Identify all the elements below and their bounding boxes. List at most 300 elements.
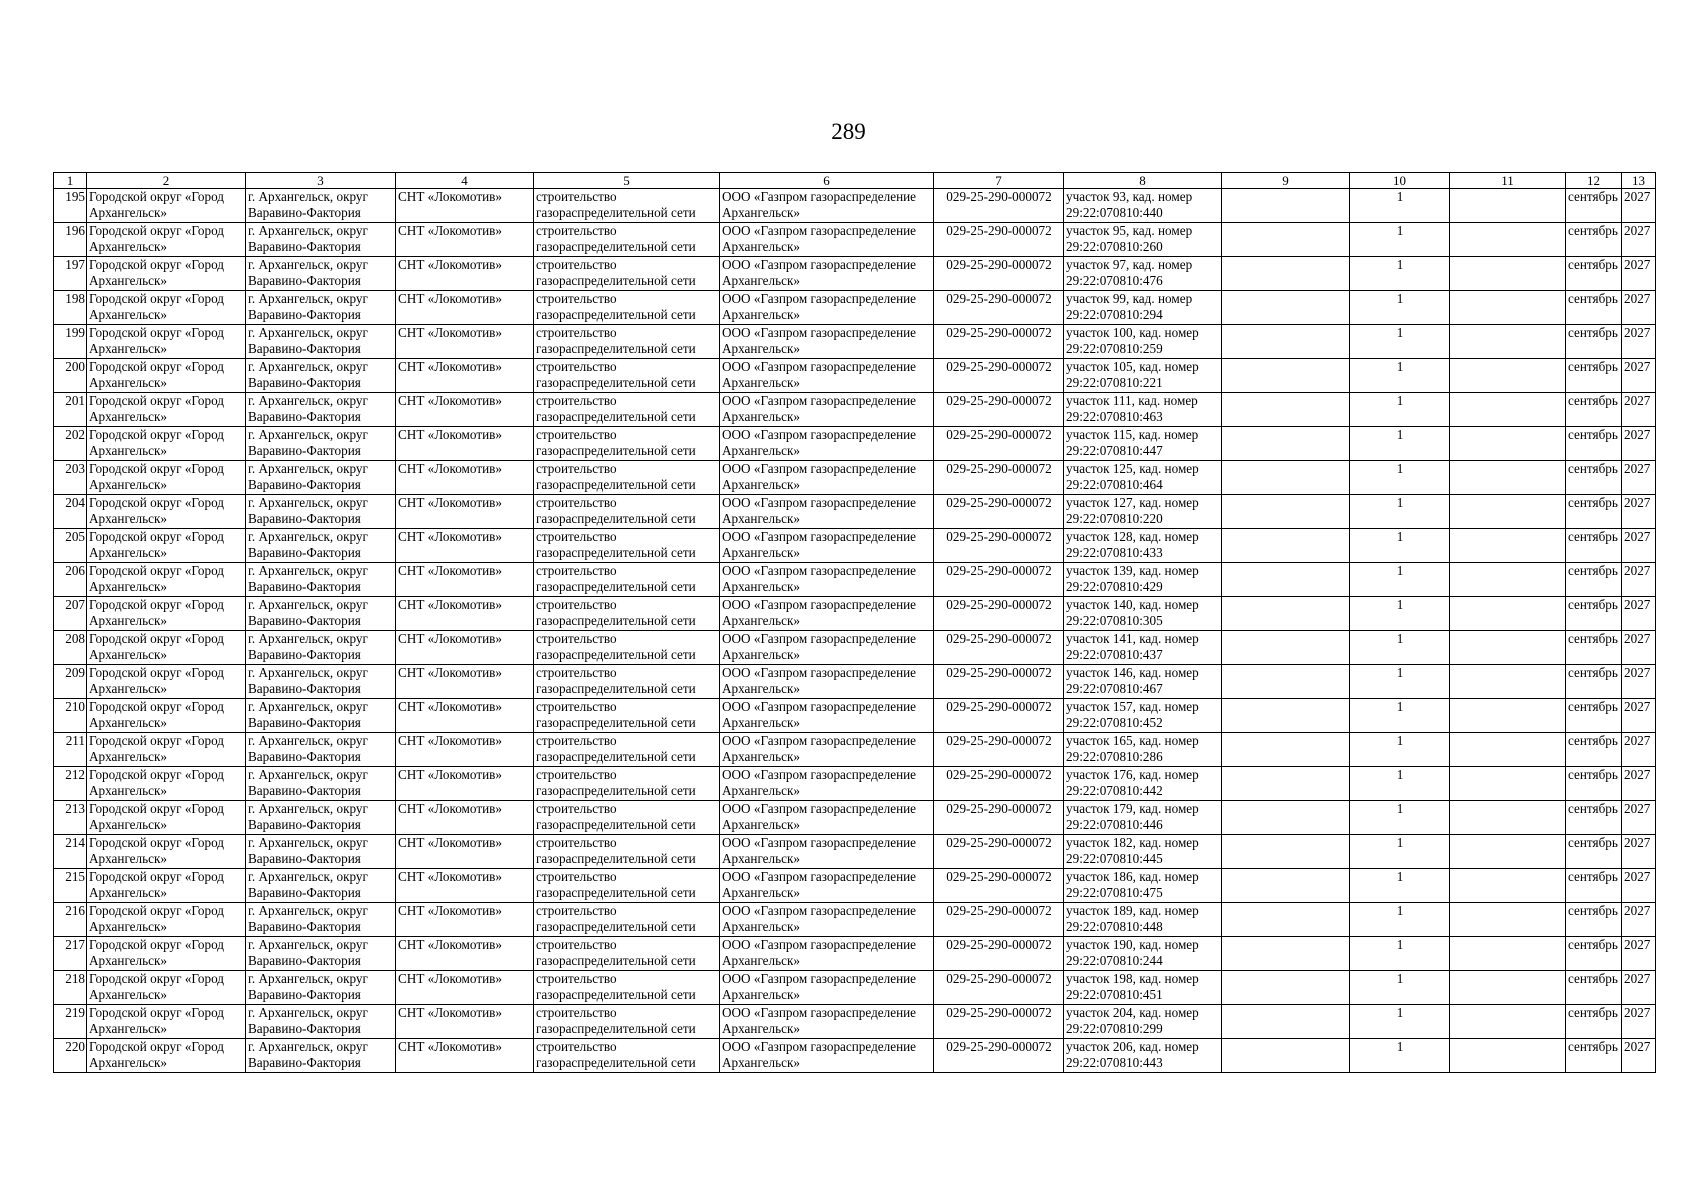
code-cell-text: 029-25-290-000072 xyxy=(946,529,1052,544)
locality-cell-text: Варавино-Фактория xyxy=(248,681,361,696)
year-cell-text: 2027 xyxy=(1624,903,1651,918)
month-cell xyxy=(1566,1039,1622,1073)
column-11-cell xyxy=(1450,461,1566,495)
municipality-cell-text: Архангельск» xyxy=(89,919,167,934)
row-number-cell xyxy=(54,189,87,223)
year-cell xyxy=(1622,359,1656,393)
locality-cell xyxy=(246,223,396,257)
purpose-cell-text: газораспределительной сети xyxy=(536,817,696,832)
locality-cell-text: г. Архангельск, округ xyxy=(248,1039,368,1054)
row-number-cell-text: 212 xyxy=(65,767,85,782)
month-cell-text: сентябрь xyxy=(1568,801,1618,816)
plot-cell xyxy=(1064,223,1222,257)
purpose-cell-text: строительство xyxy=(536,495,617,510)
column-number-header: 6 xyxy=(720,173,934,189)
plot-cell-text: 29:22:070810:452 xyxy=(1066,715,1163,730)
organization-cell xyxy=(720,767,934,801)
plot-cell xyxy=(1064,291,1222,325)
code-cell xyxy=(934,665,1064,699)
column-10-cell-text: 1 xyxy=(1396,529,1404,544)
column-11-cell xyxy=(1450,971,1566,1005)
organization-cell-text: Архангельск» xyxy=(722,443,800,458)
plot-cell-text: 29:22:070810:447 xyxy=(1066,443,1163,458)
year-cell-text: 2027 xyxy=(1624,189,1651,204)
municipality-cell xyxy=(87,427,246,461)
month-cell xyxy=(1566,495,1622,529)
municipality-cell-text: Архангельск» xyxy=(89,341,167,356)
municipality-cell-text: Городской округ «Город xyxy=(89,359,225,374)
column-10-cell xyxy=(1350,665,1450,699)
column-10-cell xyxy=(1350,291,1450,325)
organization-cell xyxy=(720,1039,934,1073)
column-11-cell xyxy=(1450,631,1566,665)
column-11-cell xyxy=(1450,393,1566,427)
organization-cell xyxy=(720,597,934,631)
municipality-cell-text: Архангельск» xyxy=(89,579,167,594)
locality-cell-text: Варавино-Фактория xyxy=(248,817,361,832)
plot-cell-text: участок 105, кад. номер xyxy=(1066,359,1199,374)
code-cell xyxy=(934,801,1064,835)
row-number-cell-text: 214 xyxy=(65,835,85,850)
settlement-cell xyxy=(396,529,534,563)
month-cell-text: сентябрь xyxy=(1568,869,1618,884)
municipality-cell xyxy=(87,699,246,733)
row-number-cell xyxy=(54,597,87,631)
plot-cell xyxy=(1064,325,1222,359)
municipality-cell-text: Городской округ «Город xyxy=(89,461,225,476)
plot-cell-text: 29:22:070810:220 xyxy=(1066,511,1163,526)
year-cell xyxy=(1622,495,1656,529)
locality-cell-text: г. Архангельск, округ xyxy=(248,359,368,374)
municipality-cell xyxy=(87,563,246,597)
code-cell xyxy=(934,733,1064,767)
locality-cell-text: г. Архангельск, округ xyxy=(248,937,368,952)
column-10-cell xyxy=(1350,835,1450,869)
year-cell-text: 2027 xyxy=(1624,1039,1651,1054)
municipality-cell-text: Городской округ «Город xyxy=(89,971,225,986)
month-cell-text: сентябрь xyxy=(1568,291,1618,306)
settlement-cell-text: СНТ «Локомотив» xyxy=(398,461,502,476)
locality-cell-text: г. Архангельск, округ xyxy=(248,767,368,782)
year-cell xyxy=(1622,631,1656,665)
column-10-cell xyxy=(1350,937,1450,971)
settlement-cell-text: СНТ «Локомотив» xyxy=(398,733,502,748)
code-cell xyxy=(934,495,1064,529)
organization-cell-text: Архангельск» xyxy=(722,851,800,866)
plot-cell xyxy=(1064,461,1222,495)
purpose-cell-text: строительство xyxy=(536,189,617,204)
locality-cell-text: г. Архангельск, округ xyxy=(248,665,368,680)
row-number-cell xyxy=(54,563,87,597)
month-cell-text: сентябрь xyxy=(1568,325,1618,340)
organization-cell-text: Архангельск» xyxy=(722,341,800,356)
purpose-cell-text: строительство xyxy=(536,563,617,578)
year-cell xyxy=(1622,393,1656,427)
locality-cell xyxy=(246,733,396,767)
month-cell xyxy=(1566,1005,1622,1039)
settlement-cell-text: СНТ «Локомотив» xyxy=(398,1005,502,1020)
purpose-cell xyxy=(534,461,720,495)
purpose-cell-text: строительство xyxy=(536,665,617,680)
month-cell-text: сентябрь xyxy=(1568,495,1618,510)
table-row xyxy=(54,223,1656,257)
locality-cell xyxy=(246,461,396,495)
purpose-cell-text: газораспределительной сети xyxy=(536,613,696,628)
locality-cell xyxy=(246,665,396,699)
municipality-cell-text: Архангельск» xyxy=(89,885,167,900)
row-number-cell xyxy=(54,631,87,665)
settlement-cell xyxy=(396,937,534,971)
code-cell xyxy=(934,325,1064,359)
row-number-cell xyxy=(54,767,87,801)
locality-cell-text: Варавино-Фактория xyxy=(248,409,361,424)
code-cell xyxy=(934,835,1064,869)
code-cell-text: 029-25-290-000072 xyxy=(946,767,1052,782)
code-cell-text: 029-25-290-000072 xyxy=(946,427,1052,442)
plot-cell-text: 29:22:070810:429 xyxy=(1066,579,1163,594)
municipality-cell xyxy=(87,223,246,257)
plot-cell-text: участок 176, кад. номер xyxy=(1066,767,1199,782)
municipality-cell-text: Архангельск» xyxy=(89,817,167,832)
column-10-cell xyxy=(1350,903,1450,937)
municipality-cell xyxy=(87,903,246,937)
municipality-cell-text: Архангельск» xyxy=(89,511,167,526)
purpose-cell xyxy=(534,971,720,1005)
organization-cell-text: Архангельск» xyxy=(722,409,800,424)
organization-cell-text: ООО «Газпром газораспределение xyxy=(722,1005,917,1020)
plot-cell-text: участок 186, кад. номер xyxy=(1066,869,1199,884)
row-number-cell-text: 197 xyxy=(65,257,85,272)
settlement-cell xyxy=(396,699,534,733)
settlement-cell xyxy=(396,835,534,869)
settlement-cell xyxy=(396,359,534,393)
row-number-cell xyxy=(54,291,87,325)
purpose-cell-text: строительство xyxy=(536,393,617,408)
plot-cell-text: участок 190, кад. номер xyxy=(1066,937,1199,952)
settlement-cell xyxy=(396,257,534,291)
plot-cell xyxy=(1064,393,1222,427)
month-cell xyxy=(1566,427,1622,461)
plot-cell-text: 29:22:070810:463 xyxy=(1066,409,1163,424)
settlement-cell-text: СНТ «Локомотив» xyxy=(398,1039,502,1054)
organization-cell xyxy=(720,631,934,665)
organization-cell xyxy=(720,563,934,597)
municipality-cell-text: Городской округ «Город xyxy=(89,495,225,510)
locality-cell-text: г. Архангельск, округ xyxy=(248,597,368,612)
organization-cell xyxy=(720,427,934,461)
municipality-cell-text: Архангельск» xyxy=(89,375,167,390)
municipality-cell-text: Городской округ «Город xyxy=(89,597,225,612)
purpose-cell xyxy=(534,1005,720,1039)
municipality-cell xyxy=(87,597,246,631)
row-number-cell xyxy=(54,903,87,937)
settlement-cell-text: СНТ «Локомотив» xyxy=(398,665,502,680)
settlement-cell xyxy=(396,971,534,1005)
organization-cell-text: ООО «Газпром газораспределение xyxy=(722,903,917,918)
row-number-cell xyxy=(54,257,87,291)
settlement-cell xyxy=(396,801,534,835)
row-number-cell-text: 220 xyxy=(65,1039,85,1054)
organization-cell-text: ООО «Газпром газораспределение xyxy=(722,733,917,748)
table-row xyxy=(54,835,1656,869)
column-11-cell xyxy=(1450,801,1566,835)
column-10-cell xyxy=(1350,325,1450,359)
column-9-cell xyxy=(1222,665,1350,699)
municipality-cell-text: Архангельск» xyxy=(89,613,167,628)
organization-cell-text: Архангельск» xyxy=(722,205,800,220)
month-cell xyxy=(1566,801,1622,835)
month-cell-text: сентябрь xyxy=(1568,631,1618,646)
plot-cell xyxy=(1064,529,1222,563)
organization-cell-text: ООО «Газпром газораспределение xyxy=(722,631,917,646)
code-cell xyxy=(934,1005,1064,1039)
locality-cell xyxy=(246,529,396,563)
purpose-cell-text: газораспределительной сети xyxy=(536,987,696,1002)
organization-cell-text: ООО «Газпром газораспределение xyxy=(722,699,917,714)
code-cell-text: 029-25-290-000072 xyxy=(946,1005,1052,1020)
settlement-cell-text: СНТ «Локомотив» xyxy=(398,801,502,816)
column-9-cell xyxy=(1222,529,1350,563)
month-cell-text: сентябрь xyxy=(1568,1005,1618,1020)
table-row xyxy=(54,1005,1656,1039)
locality-cell xyxy=(246,393,396,427)
organization-cell-text: ООО «Газпром газораспределение xyxy=(722,461,917,476)
column-9-cell xyxy=(1222,971,1350,1005)
locality-cell-text: Варавино-Фактория xyxy=(248,885,361,900)
column-number-header: 5 xyxy=(534,173,720,189)
year-cell-text: 2027 xyxy=(1624,597,1651,612)
table-row xyxy=(54,631,1656,665)
row-number-cell-text: 208 xyxy=(65,631,85,646)
code-cell-text: 029-25-290-000072 xyxy=(946,631,1052,646)
year-cell-text: 2027 xyxy=(1624,665,1651,680)
organization-cell xyxy=(720,869,934,903)
locality-cell-text: г. Архангельск, округ xyxy=(248,257,368,272)
settlement-cell xyxy=(396,665,534,699)
row-number-cell-text: 217 xyxy=(65,937,85,952)
column-11-cell xyxy=(1450,937,1566,971)
purpose-cell xyxy=(534,291,720,325)
code-cell xyxy=(934,971,1064,1005)
locality-cell xyxy=(246,937,396,971)
column-9-cell xyxy=(1222,325,1350,359)
year-cell-text: 2027 xyxy=(1624,869,1651,884)
locality-cell xyxy=(246,971,396,1005)
code-cell xyxy=(934,597,1064,631)
row-number-cell-text: 203 xyxy=(65,461,85,476)
row-number-cell-text: 216 xyxy=(65,903,85,918)
organization-cell-text: Архангельск» xyxy=(722,987,800,1002)
month-cell-text: сентябрь xyxy=(1568,835,1618,850)
locality-cell xyxy=(246,495,396,529)
column-11-cell xyxy=(1450,835,1566,869)
settlement-cell-text: СНТ «Локомотив» xyxy=(398,597,502,612)
table-row xyxy=(54,563,1656,597)
purpose-cell xyxy=(534,1039,720,1073)
column-9-cell xyxy=(1222,359,1350,393)
locality-cell-text: Варавино-Фактория xyxy=(248,545,361,560)
purpose-cell-text: строительство xyxy=(536,869,617,884)
purpose-cell-text: газораспределительной сети xyxy=(536,919,696,934)
organization-cell-text: Архангельск» xyxy=(722,239,800,254)
table-row xyxy=(54,359,1656,393)
column-10-cell-text: 1 xyxy=(1396,291,1404,306)
code-cell-text: 029-25-290-000072 xyxy=(946,665,1052,680)
plot-cell-text: участок 127, кад. номер xyxy=(1066,495,1199,510)
plot-cell xyxy=(1064,801,1222,835)
column-9-cell xyxy=(1222,631,1350,665)
organization-cell xyxy=(720,903,934,937)
column-10-cell-text: 1 xyxy=(1396,325,1404,340)
purpose-cell-text: газораспределительной сети xyxy=(536,953,696,968)
plot-cell-text: участок 204, кад. номер xyxy=(1066,1005,1199,1020)
column-9-cell xyxy=(1222,1039,1350,1073)
column-9-cell xyxy=(1222,733,1350,767)
column-10-cell-text: 1 xyxy=(1396,733,1404,748)
month-cell xyxy=(1566,291,1622,325)
locality-cell-text: г. Архангельск, округ xyxy=(248,223,368,238)
organization-cell-text: ООО «Газпром газораспределение xyxy=(722,427,917,442)
month-cell-text: сентябрь xyxy=(1568,1039,1618,1054)
organization-cell-text: Архангельск» xyxy=(722,273,800,288)
locality-cell-text: Варавино-Фактория xyxy=(248,851,361,866)
year-cell xyxy=(1622,257,1656,291)
code-cell-text: 029-25-290-000072 xyxy=(946,223,1052,238)
organization-cell-text: Архангельск» xyxy=(722,307,800,322)
row-number-cell-text: 213 xyxy=(65,801,85,816)
column-10-cell-text: 1 xyxy=(1396,393,1404,408)
organization-cell-text: ООО «Газпром газораспределение xyxy=(722,393,917,408)
plot-cell-text: 29:22:070810:446 xyxy=(1066,817,1163,832)
organization-cell-text: Архангельск» xyxy=(722,953,800,968)
organization-cell-text: ООО «Газпром газораспределение xyxy=(722,325,917,340)
organization-cell xyxy=(720,699,934,733)
column-11-cell xyxy=(1450,903,1566,937)
table-row xyxy=(54,529,1656,563)
purpose-cell xyxy=(534,495,720,529)
locality-cell-text: Варавино-Фактория xyxy=(248,783,361,798)
purpose-cell-text: строительство xyxy=(536,801,617,816)
column-9-cell xyxy=(1222,699,1350,733)
month-cell-text: сентябрь xyxy=(1568,189,1618,204)
plot-cell xyxy=(1064,1039,1222,1073)
municipality-cell xyxy=(87,529,246,563)
column-10-cell xyxy=(1350,631,1450,665)
purpose-cell xyxy=(534,597,720,631)
column-9-cell xyxy=(1222,835,1350,869)
column-number-header: 11 xyxy=(1450,173,1566,189)
purpose-cell-text: строительство xyxy=(536,971,617,986)
column-9-cell xyxy=(1222,393,1350,427)
municipality-cell xyxy=(87,1005,246,1039)
organization-cell-text: Архангельск» xyxy=(722,511,800,526)
settlement-cell xyxy=(396,563,534,597)
column-11-cell xyxy=(1450,495,1566,529)
table-row xyxy=(54,801,1656,835)
purpose-cell-text: строительство xyxy=(536,767,617,782)
column-11-cell xyxy=(1450,359,1566,393)
organization-cell xyxy=(720,461,934,495)
plot-cell-text: 29:22:070810:294 xyxy=(1066,307,1163,322)
locality-cell-text: Варавино-Фактория xyxy=(248,715,361,730)
row-number-cell-text: 215 xyxy=(65,869,85,884)
purpose-cell xyxy=(534,257,720,291)
table-row xyxy=(54,869,1656,903)
organization-cell-text: Архангельск» xyxy=(722,579,800,594)
locality-cell-text: г. Архангельск, округ xyxy=(248,631,368,646)
locality-cell xyxy=(246,699,396,733)
plot-cell xyxy=(1064,835,1222,869)
year-cell xyxy=(1622,427,1656,461)
year-cell-text: 2027 xyxy=(1624,495,1651,510)
code-cell xyxy=(934,903,1064,937)
code-cell xyxy=(934,393,1064,427)
table-row xyxy=(54,733,1656,767)
locality-cell-text: Варавино-Фактория xyxy=(248,749,361,764)
municipality-cell-text: Городской округ «Город xyxy=(89,223,225,238)
year-cell xyxy=(1622,665,1656,699)
table-row xyxy=(54,189,1656,223)
purpose-cell-text: строительство xyxy=(536,529,617,544)
settlement-cell-text: СНТ «Локомотив» xyxy=(398,563,502,578)
organization-cell-text: Архангельск» xyxy=(722,919,800,934)
purpose-cell-text: строительство xyxy=(536,223,617,238)
settlement-cell-text: СНТ «Локомотив» xyxy=(398,971,502,986)
column-10-cell-text: 1 xyxy=(1396,665,1404,680)
code-cell xyxy=(934,359,1064,393)
month-cell xyxy=(1566,631,1622,665)
settlement-cell xyxy=(396,733,534,767)
column-9-cell xyxy=(1222,257,1350,291)
table-row xyxy=(54,325,1656,359)
municipality-cell-text: Архангельск» xyxy=(89,953,167,968)
purpose-cell-text: газораспределительной сети xyxy=(536,1055,696,1070)
row-number-cell xyxy=(54,325,87,359)
year-cell xyxy=(1622,189,1656,223)
plot-cell-text: участок 189, кад. номер xyxy=(1066,903,1199,918)
municipality-cell xyxy=(87,291,246,325)
organization-cell xyxy=(720,733,934,767)
month-cell xyxy=(1566,665,1622,699)
settlement-cell-text: СНТ «Локомотив» xyxy=(398,359,502,374)
settlement-cell xyxy=(396,495,534,529)
locality-cell-text: Варавино-Фактория xyxy=(248,1021,361,1036)
column-10-cell-text: 1 xyxy=(1396,495,1404,510)
row-number-cell xyxy=(54,835,87,869)
column-10-cell xyxy=(1350,1005,1450,1039)
purpose-cell xyxy=(534,223,720,257)
locality-cell-text: Варавино-Фактория xyxy=(248,511,361,526)
purpose-cell-text: строительство xyxy=(536,1039,617,1054)
year-cell xyxy=(1622,699,1656,733)
purpose-cell xyxy=(534,393,720,427)
code-cell xyxy=(934,461,1064,495)
purpose-cell xyxy=(534,665,720,699)
organization-cell-text: Архангельск» xyxy=(722,613,800,628)
settlement-cell xyxy=(396,597,534,631)
plot-cell xyxy=(1064,903,1222,937)
table-row xyxy=(54,937,1656,971)
locality-cell-text: Варавино-Фактория xyxy=(248,477,361,492)
municipality-cell xyxy=(87,393,246,427)
plot-cell-text: 29:22:070810:259 xyxy=(1066,341,1163,356)
locality-cell-text: г. Архангельск, округ xyxy=(248,189,368,204)
purpose-cell-text: газораспределительной сети xyxy=(536,851,696,866)
plot-cell-text: участок 141, кад. номер xyxy=(1066,631,1199,646)
plot-cell-text: 29:22:070810:440 xyxy=(1066,205,1163,220)
row-number-cell-text: 219 xyxy=(65,1005,85,1020)
plot-cell xyxy=(1064,359,1222,393)
